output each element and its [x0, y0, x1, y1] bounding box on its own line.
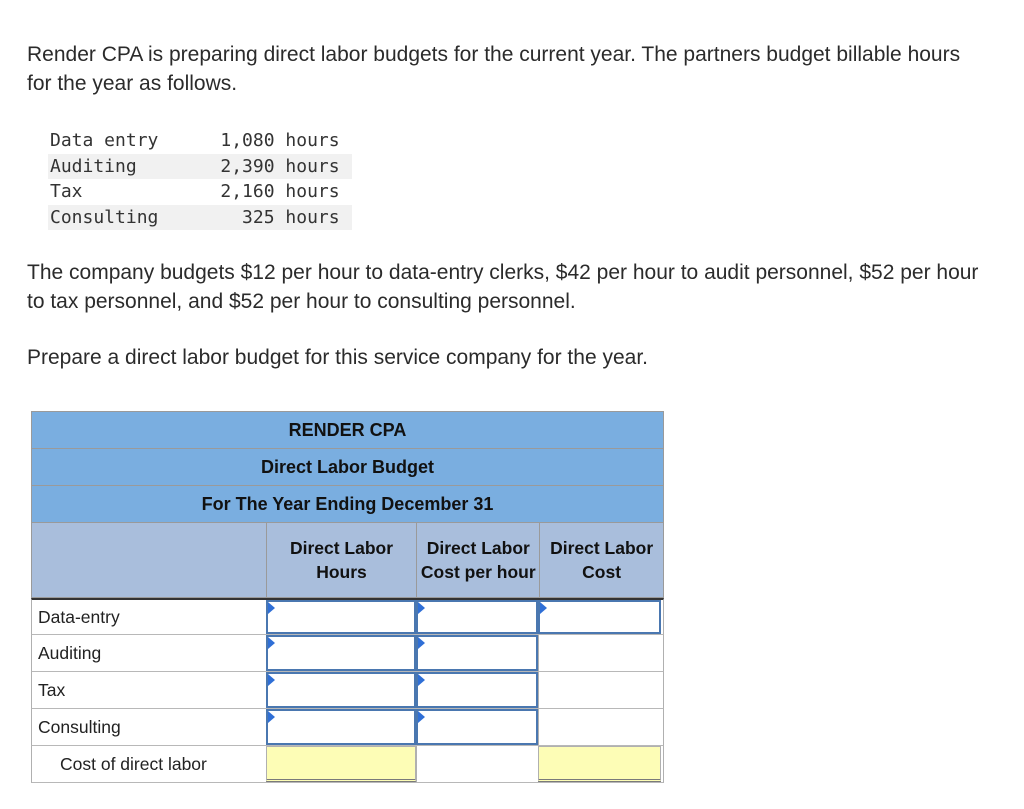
hours-value: 325 hours — [170, 205, 351, 231]
row-label: Tax — [38, 679, 66, 700]
budget-row-auditing — [31, 635, 664, 672]
cost-cell[interactable] — [538, 709, 661, 745]
hours-row-auditing — [48, 154, 352, 180]
column-header-row — [31, 522, 664, 598]
budget-row-consulting — [31, 709, 664, 746]
rate-input[interactable] — [416, 600, 538, 634]
budget-period: For The Year Ending December 31 — [201, 493, 494, 514]
cost-input[interactable] — [538, 600, 661, 634]
budget-title-header — [31, 448, 664, 485]
hours-row-consulting — [48, 205, 352, 231]
col-header-cost: Direct Labor Cost — [539, 523, 663, 597]
col-header-blank — [32, 523, 266, 597]
hours-row-data-entry — [48, 128, 352, 154]
billable-hours-table — [48, 128, 352, 230]
rate-input[interactable] — [416, 672, 538, 708]
total-rate-cell — [416, 746, 538, 782]
budget-row-total — [31, 746, 664, 783]
row-label: Data-entry — [38, 606, 120, 627]
rates-text: The company budgets $12 per hour to data-entry clerks, $42 per hour to audit personnel, $52 per hour to tax personnel, and $52 per hour to consulting personnel. — [27, 261, 979, 313]
hours-input[interactable] — [266, 600, 416, 634]
task-text: Prepare a direct labor budget for this service company for the year. — [27, 346, 648, 369]
company-name: RENDER CPA — [288, 419, 407, 440]
hours-dept: Data entry — [50, 130, 159, 151]
row-label: Auditing — [38, 642, 102, 663]
total-cost-input[interactable] — [538, 746, 661, 782]
hours-value: 2,160 hours — [220, 181, 340, 202]
hours-value: 2,390 hours — [170, 154, 351, 180]
col-header-rate: Direct Labor Cost per hour — [416, 523, 539, 597]
hours-dept: Tax — [50, 181, 83, 202]
total-label: Cost of direct labor — [60, 753, 207, 774]
col-header-hours: Direct Labor Hours — [266, 523, 417, 597]
row-label: Consulting — [38, 716, 121, 737]
total-hours-input[interactable] — [266, 746, 416, 782]
hours-input[interactable] — [266, 635, 416, 671]
budget-period-header — [31, 485, 664, 522]
budget-row-tax — [31, 672, 664, 709]
rate-input[interactable] — [416, 635, 538, 671]
rate-input[interactable] — [416, 709, 538, 745]
hours-input[interactable] — [266, 672, 416, 708]
hours-row-tax — [48, 179, 352, 205]
budget-row-data-entry — [31, 598, 664, 635]
hours-value: 1,080 hours — [220, 130, 340, 151]
intro-text: Render CPA is preparing direct labor budgets for the current year. The partners budget billable hours for the year as follows. — [27, 43, 961, 95]
hours-input[interactable] — [266, 709, 416, 745]
cost-cell[interactable] — [538, 635, 661, 671]
budget-company-header — [31, 411, 664, 448]
budget-title: Direct Labor Budget — [260, 456, 434, 477]
cost-cell[interactable] — [538, 672, 661, 708]
direct-labor-budget — [31, 411, 664, 783]
hours-dept: Consulting — [48, 205, 170, 231]
hours-dept: Auditing — [48, 154, 170, 180]
